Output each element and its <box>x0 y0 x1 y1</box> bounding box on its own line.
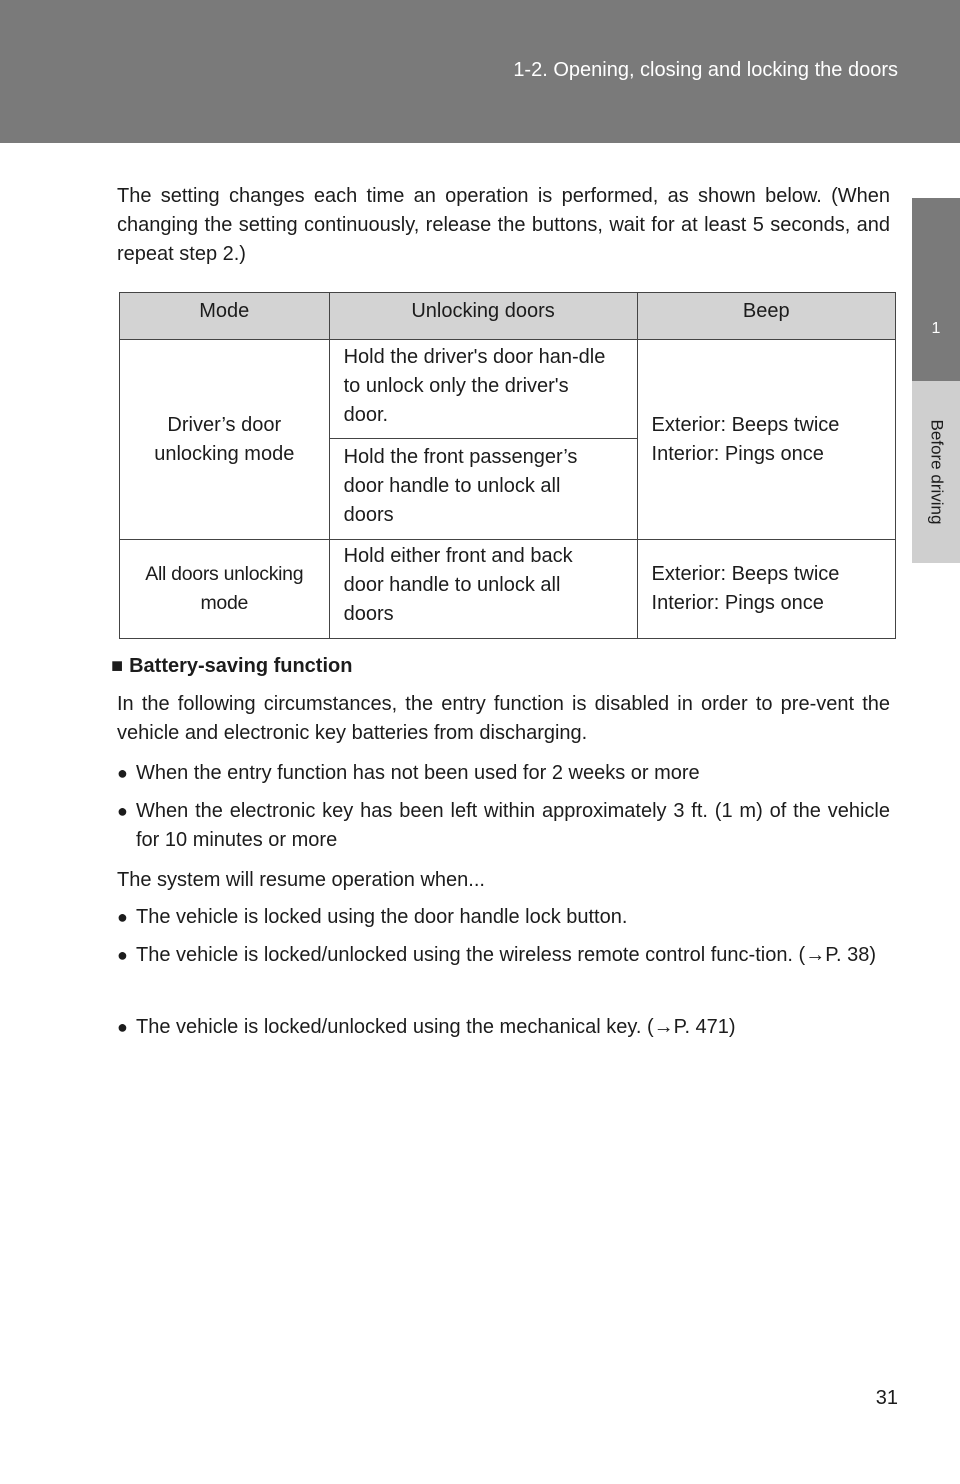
mode-line-1: All doors unlocking <box>145 563 304 585</box>
header-beep: Beep <box>637 293 895 340</box>
intro-paragraph: The setting changes each time an operation is performed, as shown below. (When changing the setting continuously, release the buttons, wait for at least 5 seconds, and repeat step 2.) <box>117 185 890 265</box>
beep-line-1: Exterior: Beeps twice <box>651 563 840 585</box>
beep-line-2: Interior: Pings once <box>651 442 824 465</box>
bullet-icon: ● <box>117 907 128 927</box>
list-item <box>117 1013 890 1042</box>
table-row <box>120 540 896 639</box>
square-bullet-icon: ■ <box>111 655 124 677</box>
beep-line-2: Interior: Pings once <box>651 592 824 614</box>
cell-mode-drivers-door <box>120 340 330 540</box>
cell-unlock-all-doors <box>329 540 637 639</box>
cell-unlock-drivers-door <box>329 340 637 439</box>
battery-intro: In the following circumstances, the entry function is disabled in order to pre-vent the vehicle and electronic key batteries from discharging. <box>117 693 890 744</box>
chapter-label: Before driving <box>927 419 947 525</box>
section-title: 1-2. Opening, closing and locking the doors <box>513 59 898 81</box>
page-number: 31 <box>875 1387 898 1409</box>
chapter-label-wrapper <box>912 381 960 563</box>
header-mode: Mode <box>120 293 330 340</box>
list-item <box>117 941 890 970</box>
list-item <box>117 797 890 855</box>
list-item-text: The vehicle is locked using the door handle lock button. <box>136 906 628 928</box>
table-header-row <box>120 293 896 340</box>
bullet-icon: ● <box>117 1017 128 1037</box>
unlock-text: Hold the driver's door han-dle to unlock only the driver's door. <box>343 346 606 426</box>
heading-text: Battery-saving function <box>129 655 353 677</box>
battery-saving-heading <box>111 652 352 681</box>
header-unlocking-doors: Unlocking doors <box>329 293 637 340</box>
table-row <box>120 340 896 439</box>
bullet-icon: ● <box>117 945 128 965</box>
mode-line-1: Driver’s door <box>167 413 282 436</box>
bullet-icon: ● <box>117 801 128 821</box>
cell-beep-all-doors <box>637 540 895 639</box>
list-item-text: When the electronic key has been left within approximately 3 ft. (1 m) of the vehicle for 10 minutes or more <box>136 800 890 851</box>
mode-line-2: mode <box>200 592 249 614</box>
resume-text: The system will resume operation when... <box>117 869 485 891</box>
list-item-text: The vehicle is locked/unlocked using the mechanical key. (→P. 471) <box>136 1016 736 1038</box>
unlock-text: Hold the front passenger’s door handle to unlock all doors <box>343 446 578 526</box>
list-item-text: The vehicle is locked/unlocked using the wireless remote control func-tion. (→P. 38) <box>136 944 876 966</box>
list-item-text: When the entry function has not been used for 2 weeks or more <box>136 762 700 784</box>
unlock-text: Hold either front and back door handle to unlock all doors <box>343 545 573 625</box>
page-header <box>0 0 960 143</box>
bullet-icon: ● <box>117 763 128 783</box>
cell-unlock-passenger-door <box>329 439 637 540</box>
unlock-mode-table <box>119 292 896 639</box>
list-item <box>117 759 890 788</box>
mode-line-2: unlocking mode <box>154 442 295 465</box>
cell-mode-all-doors <box>120 540 330 639</box>
list-item <box>117 903 890 932</box>
cell-beep-drivers-door <box>637 340 895 540</box>
beep-line-1: Exterior: Beeps twice <box>651 413 840 436</box>
chapter-number: 1 <box>931 320 941 337</box>
chapter-tab <box>912 198 960 381</box>
